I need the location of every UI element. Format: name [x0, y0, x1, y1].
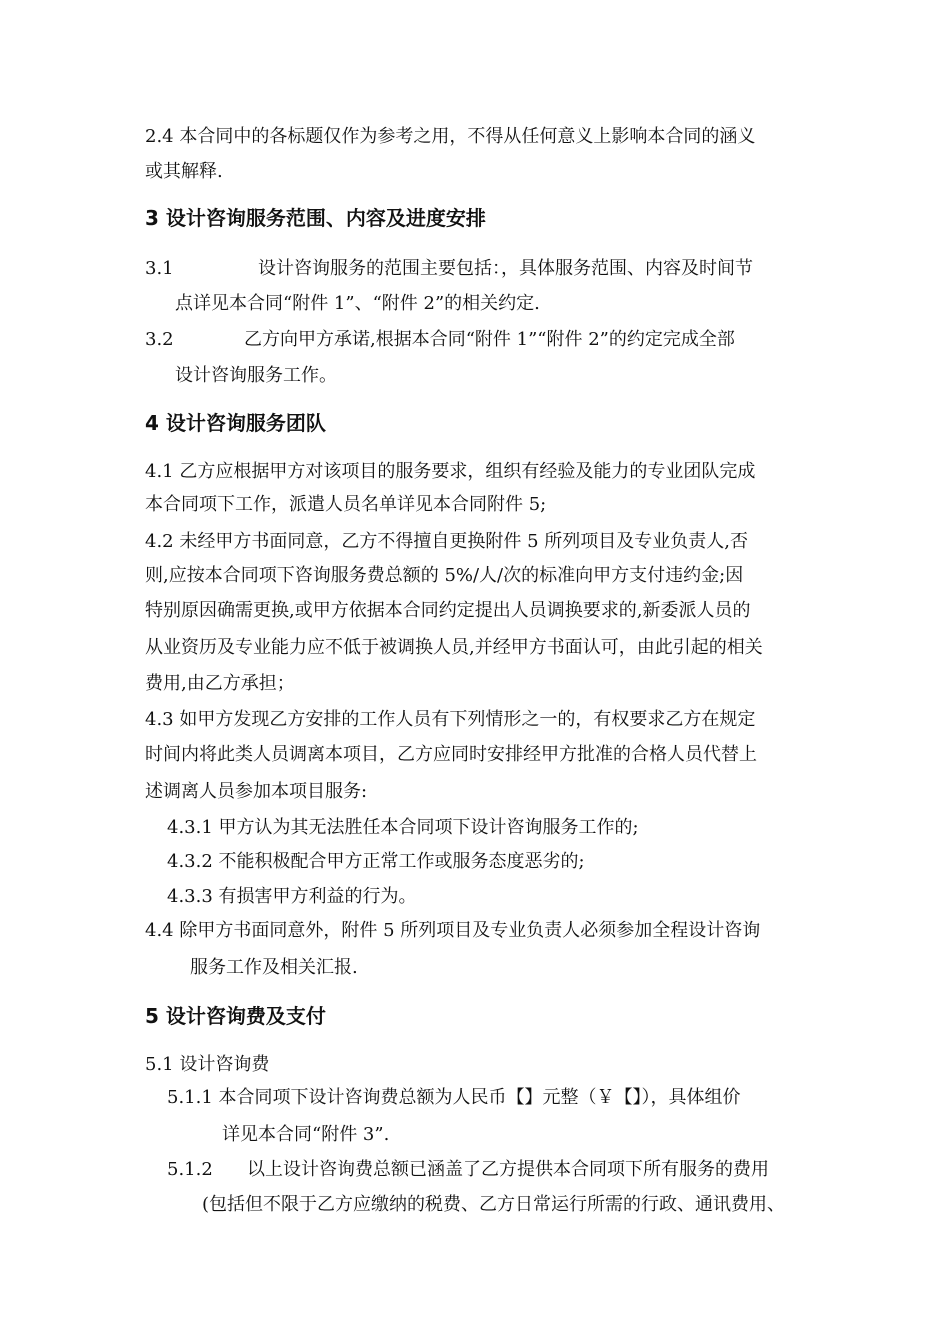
section-4-heading: 4 设计咨询服务团队 [145, 411, 326, 435]
clause-4-3-3: 4.3.3 有损害甲方利益的行为。 [167, 886, 417, 907]
clause-3-1-line-1: 设计咨询服务的范围主要包括：，具体服务范围、内容及时间节 [258, 258, 753, 279]
clause-4-3-line-1: 4.3 如甲方发现乙方安排的工作人员有下列情形之一的，有权要求乙方在规定 [145, 709, 756, 730]
clause-4-3-2: 4.3.2 不能积极配合甲方正常工作或服务态度恶劣的; [167, 851, 585, 872]
clause-4-3-1: 4.3.1 甲方认为其无法胜任本合同项下设计咨询服务工作的; [167, 817, 639, 838]
clause-3-2-number: 3.2 [145, 329, 174, 350]
clause-4-3-line-2: 时间内将此类人员调离本项目，乙方应同时安排经甲方批准的合格人员代替上 [145, 744, 757, 765]
clause-5-1-1-line-1: 5.1.1 本合同项下设计咨询费总额为人民币【】元整（￥【】），具体组价 [167, 1087, 741, 1108]
section-5-heading: 5 设计咨询费及支付 [145, 1004, 326, 1028]
clause-4-2-line-4: 从业资历及专业能力应不低于被调换人员,并经甲方书面认可，由此引起的相关 [145, 637, 763, 658]
clause-4-4-line-2: 服务工作及相关汇报. [190, 957, 358, 978]
clause-3-1-line-2: 点详见本合同“附件 1”、“附件 2”的相关约定. [175, 293, 540, 314]
clause-4-4-line-1: 4.4 除甲方书面同意外，附件 5 所列项目及专业负责人必须参加全程设计咨询 [145, 920, 761, 941]
clause-5-1-2-number: 5.1.2 [167, 1159, 213, 1180]
clause-5-1-title: 5.1 设计咨询费 [145, 1054, 270, 1075]
clause-3-1-number: 3.1 [145, 258, 174, 279]
clause-5-1-2-line-1: 以上设计咨询费总额已涵盖了乙方提供本合同项下所有服务的费用 [247, 1159, 769, 1180]
clause-4-1-line-2: 本合同项下工作，派遣人员名单详见本合同附件 5; [145, 494, 547, 515]
clause-3-2-line-1: 乙方向甲方承诺,根据本合同“附件 1”“附件 2”的约定完成全部 [244, 329, 735, 350]
clause-2-4-line-2: 或其解释. [145, 161, 223, 182]
clause-5-1-1-line-2: 详见本合同“附件 3”. [222, 1124, 390, 1145]
clause-4-3-line-3: 述调离人员参加本项目服务: [145, 781, 368, 802]
clause-5-1-2-line-2: (包括但不限于乙方应缴纳的税费、乙方日常运行所需的行政、通讯费用、 [202, 1194, 786, 1215]
clause-3-2-line-2: 设计咨询服务工作。 [175, 365, 337, 386]
clause-4-2-line-1: 4.2 未经甲方书面同意，乙方不得擅自更换附件 5 所列项目及专业负责人,否 [145, 531, 748, 552]
clause-4-2-line-3: 特别原因确需更换,或甲方依据本合同约定提出人员调换要求的,新委派人员的 [145, 600, 751, 621]
section-3-heading: 3 设计咨询服务范围、内容及进度安排 [145, 206, 486, 230]
clause-4-2-line-2: 则,应按本合同项下咨询服务费总额的 5%/人/次的标准向甲方支付违约金;因 [145, 565, 744, 586]
clause-4-2-line-5: 费用,由乙方承担； [145, 673, 295, 694]
clause-2-4-line-1: 2.4 本合同中的各标题仅作为参考之用，不得从任何意义上影响本合同的涵义 [145, 126, 756, 147]
clause-4-1-line-1: 4.1 乙方应根据甲方对该项目的服务要求，组织有经验及能力的专业团队完成 [145, 461, 756, 482]
